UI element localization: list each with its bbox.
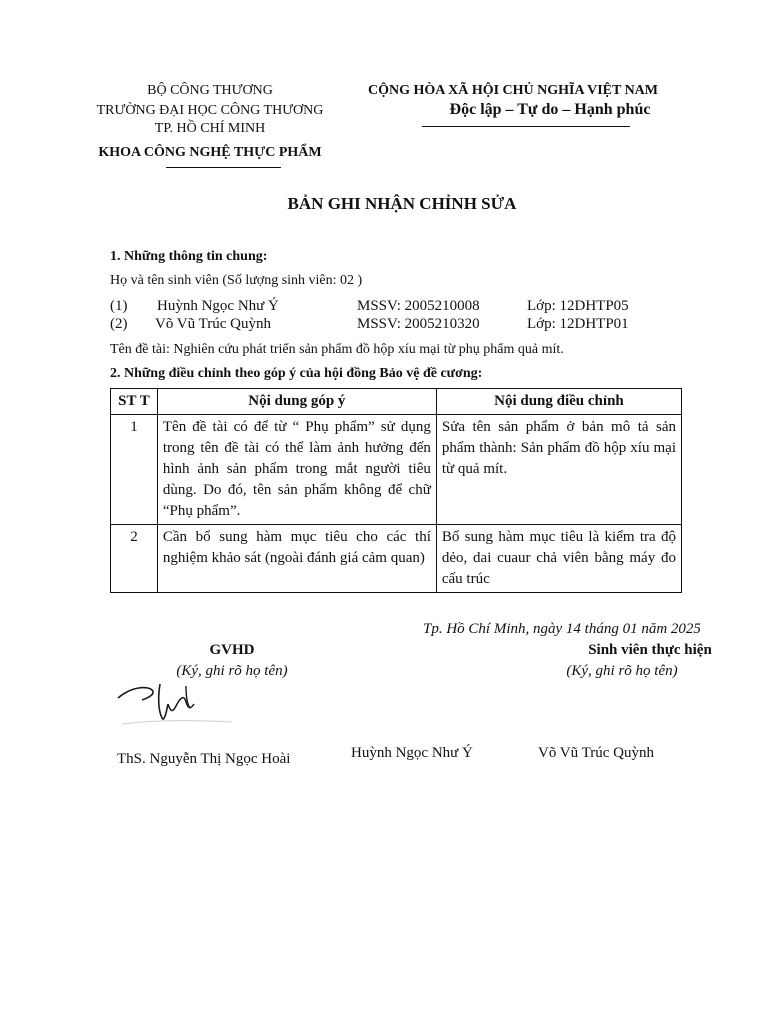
advisor-name: ThS. Nguyễn Thị Ngọc Hoài <box>117 751 291 767</box>
document-title: BẢN GHI NHẬN CHỈNH SỬA <box>287 194 517 213</box>
place-date: Tp. Hồ Chí Minh, ngày 14 tháng 01 năm 2025 <box>423 621 701 637</box>
faculty-underline <box>166 167 281 168</box>
republic-name: CỘNG HÒA XÃ HỘI CHỦ NGHĨA VIỆT NAM <box>367 83 658 98</box>
student-mssv: MSSV: 2005210320 <box>357 316 480 332</box>
ministry-name: BỘ CÔNG THƯƠNG <box>147 83 273 98</box>
student-class: Lớp: 12DHTP05 <box>527 298 629 314</box>
column-header-comment: Nội dung góp ý <box>157 389 436 415</box>
section2-heading: 2. Những điều chỉnh theo góp ý của hội đồng Bảo vệ đề cương: <box>110 366 483 381</box>
advisor-sign-note: (Ký, ghi rõ họ tên) <box>176 663 288 679</box>
student-sign-note: (Ký, ghi rõ họ tên) <box>566 663 678 679</box>
column-header-stt: ST T <box>111 389 158 415</box>
student-title: Sinh viên thực hiện <box>588 642 712 658</box>
row-stt: 2 <box>111 525 158 593</box>
city-name: TP. HỒ CHÍ MINH <box>154 121 266 136</box>
row-comment: Cần bổ sung hàm mục tiêu cho các thí nghiệm khảo sát (ngoài đánh giá cảm quan) <box>157 525 436 593</box>
advisor-signature <box>114 680 236 728</box>
motto: Độc lập – Tự do – Hạnh phúc <box>449 101 651 118</box>
table-row <box>111 415 682 525</box>
student-number: (2) <box>110 316 128 332</box>
advisor-title: GVHD <box>209 642 255 658</box>
row-revision: Bổ sung hàm mục tiêu là kiểm tra độ dẻo, dai cuaur chả viên bằng máy đo cấu trúc <box>436 525 681 593</box>
student-name: Huỳnh Ngọc Như Ý <box>157 298 279 314</box>
row-revision: Sửa tên sản phẩm ở bản mô tả sản phẩm thành: Sản phẩm đồ hộp xíu mại từ quả mít. <box>436 415 681 525</box>
student-number: (1) <box>110 298 128 314</box>
motto-underline <box>422 126 630 127</box>
column-header-revision: Nội dung điều chỉnh <box>436 389 681 415</box>
student2-name: Võ Vũ Trúc Quỳnh <box>538 745 654 761</box>
student1-name: Huỳnh Ngọc Như Ý <box>351 745 473 761</box>
university-name: TRƯỜNG ĐẠI HỌC CÔNG THƯƠNG <box>96 103 324 118</box>
topic-line: Tên đề tài: Nghiên cứu phát triển sản phẩm đồ hộp xíu mại từ phụ phẩm quả mít. <box>110 342 564 357</box>
row-stt: 1 <box>111 415 158 525</box>
students-count-line: Họ và tên sinh viên (Số lượng sinh viên: 02 ) <box>110 273 363 288</box>
row-comment: Tên đề tài có để từ “ Phụ phẩm” sử dụng trong tên đề tài có thể làm ảnh hưởng đến hình ảnh sản phẩm trong mắt người tiêu dùng. Do đó, tên sản phẩm không để chữ “Phụ phẩm”. <box>157 415 436 525</box>
student-name: Võ Vũ Trúc Quỳnh <box>155 316 271 332</box>
table-header-row <box>111 389 682 415</box>
section1-heading: 1. Những thông tin chung: <box>110 249 268 264</box>
corrections-table <box>110 388 682 593</box>
student-class: Lớp: 12DHTP01 <box>527 316 629 332</box>
faculty-name: KHOA CÔNG NGHỆ THỰC PHẨM <box>98 145 322 160</box>
student-mssv: MSSV: 2005210008 <box>357 298 480 314</box>
table-row <box>111 525 682 593</box>
